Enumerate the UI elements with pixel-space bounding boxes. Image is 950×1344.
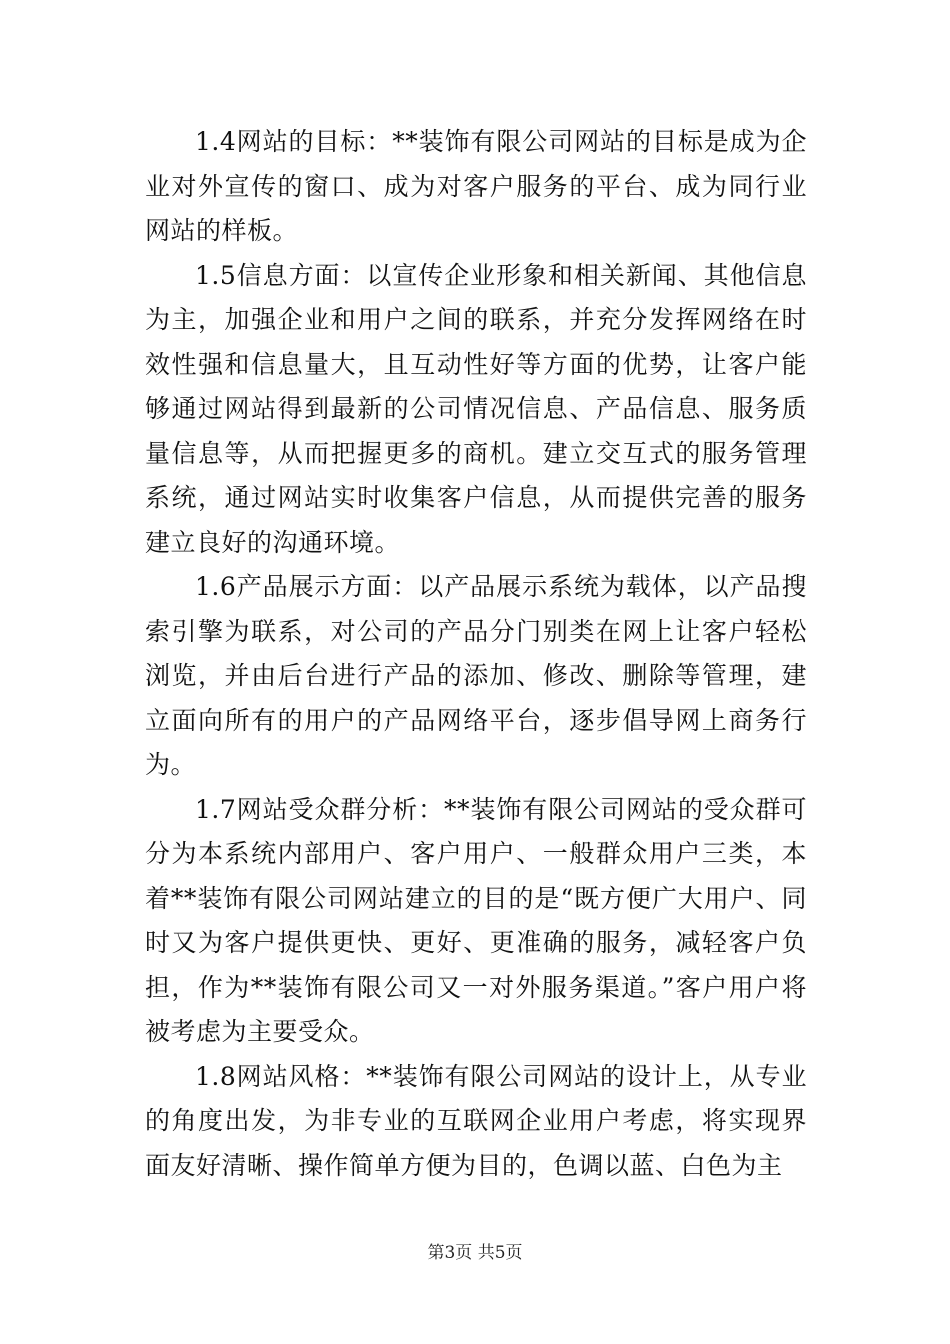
document-body — [145, 120, 807, 1188]
paragraph-information: 1.5信息方面：以宣传企业形象和相关新闻、其他信息为主，加强企业和用户之间的联系，并充分发挥网络在时效性强和信息量大，且互动性好等方面的优势，让客户能够通过网站得到最新的公司情况信息、产品信息、服务质量信息等，从而把握更多的商机。建立交互式的服务管理系统，通过网站实时收集客户信息，从而提供完善的服务建立良好的沟通环境。 — [145, 260, 807, 557]
paragraph-audience-analysis: 1.7网站受众群分析：**装饰有限公司网站的受众群可分为本系统内部用户、客户用户、一般群众用户三类，本着**装饰有限公司网站建立的目的是“既方便广大用户、同时又为客户提供更快、更好、更准确的服务，减轻客户负担，作为**装饰有限公司又一对外服务渠道。”客户用户将被考虑为主要受众。 — [145, 794, 807, 1046]
page-number-footer: 第3页 共5页 — [427, 1243, 523, 1263]
paragraph-website-goal: 1.4网站的目标：**装饰有限公司网站的目标是成为企业对外宣传的窗口、成为对客户服务的平台、成为同行业网站的样板。 — [145, 127, 807, 245]
paragraph-product-display: 1.6产品展示方面：以产品展示系统为载体，以产品搜索引擎为联系，对公司的产品分门别类在网上让客户轻松浏览，并由后台进行产品的添加、修改、删除等管理，建立面向所有的用户的产品网络平台，逐步倡导网上商务行为。 — [145, 572, 807, 779]
paragraph-website-style: 1.8网站风格：**装饰有限公司网站的设计上，从专业的角度出发，为非专业的互联网企业用户考虑，将实现界面友好清晰、操作简单方便为目的，色调以蓝、白色为主 — [145, 1061, 807, 1180]
